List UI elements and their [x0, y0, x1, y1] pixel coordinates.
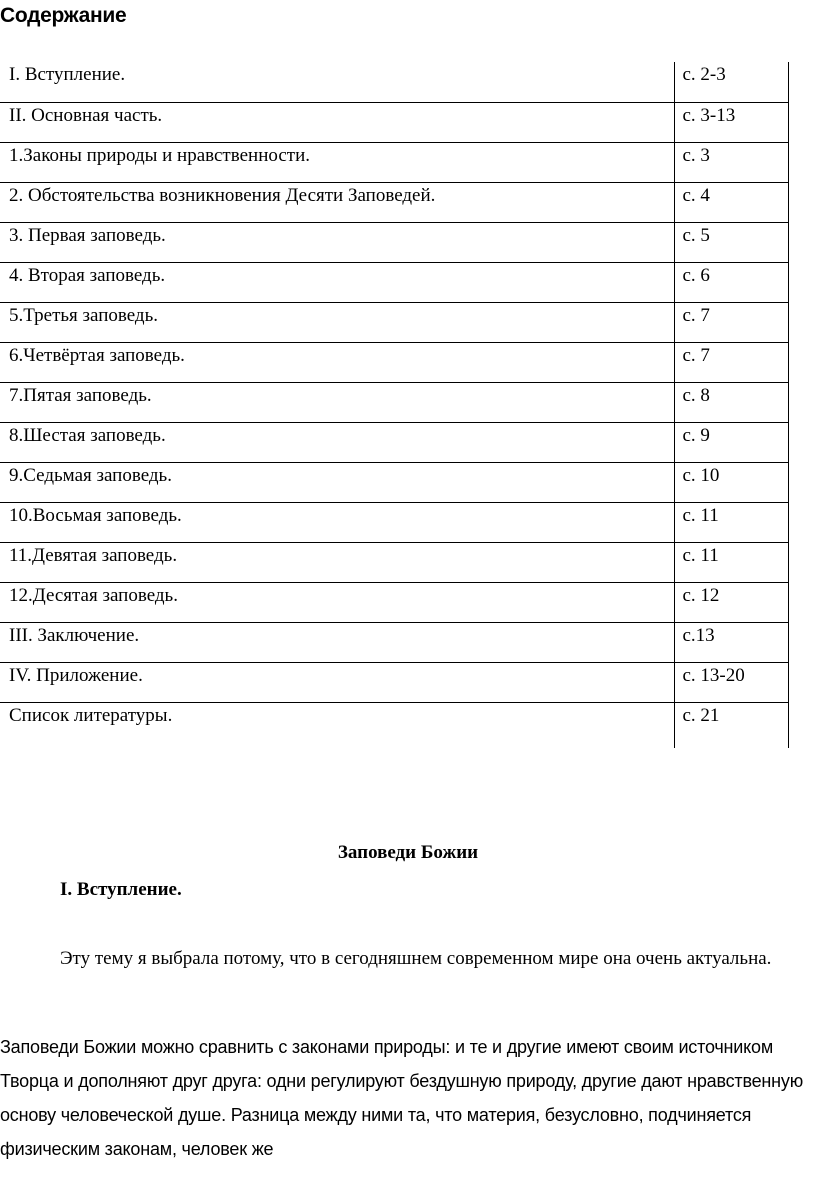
- contents-row-page: с. 2-3: [674, 62, 788, 102]
- contents-row: [0, 382, 788, 422]
- contents-row-page: с. 5: [674, 222, 788, 262]
- contents-title: Содержание: [0, 4, 127, 27]
- contents-row-page: с. 8: [674, 382, 788, 422]
- contents-row-page: с. 6: [674, 262, 788, 302]
- contents-row: [0, 102, 788, 142]
- contents-row: [0, 62, 788, 102]
- contents-row-page: с. 3: [674, 142, 788, 182]
- contents-row: [0, 542, 788, 582]
- contents-table: [0, 62, 789, 748]
- contents-row: [0, 582, 788, 622]
- contents-row-title: 7.Пятая заповедь.: [0, 382, 674, 422]
- contents-row-page: с. 10: [674, 462, 788, 502]
- contents-row-title: I. Вступление.: [0, 62, 674, 102]
- contents-row: [0, 502, 788, 542]
- contents-row-page: с. 3-13: [674, 102, 788, 142]
- contents-row-title: II. Основная часть.: [0, 102, 674, 142]
- intro-paragraph: Эту тему я выбрала потому, что в сегодняшнем современном мире она очень актуальна.: [60, 948, 772, 969]
- contents-row-title: 11.Девятая заповедь.: [0, 542, 674, 582]
- contents-row-title: 8.Шестая заповедь.: [0, 422, 674, 462]
- contents-row: [0, 422, 788, 462]
- contents-row-title: 6.Четвёртая заповедь.: [0, 342, 674, 382]
- contents-row-page: с. 11: [674, 502, 788, 542]
- contents-row-page: с. 7: [674, 302, 788, 342]
- contents-row: [0, 262, 788, 302]
- contents-row: [0, 182, 788, 222]
- contents-row-title: III. Заключение.: [0, 622, 674, 662]
- contents-row-page: с.13: [674, 622, 788, 662]
- contents-row-title: 12.Десятая заповедь.: [0, 582, 674, 622]
- contents-row: [0, 142, 788, 182]
- contents-row: [0, 662, 788, 702]
- contents-row-page: с. 12: [674, 582, 788, 622]
- body-paragraph: Заповеди Божии можно сравнить с законами природы: и те и другие имеют своим источником Творца и дополняют друг друга: одни регулируют бездушную природу, другие дают нравственную основу человеческой душе. Разница между ними та, что материя, безусловно, подчиняется физическим законам, человек же: [0, 1037, 804, 1159]
- contents-row-page: с. 21: [674, 702, 788, 748]
- contents-row-title: IV. Приложение.: [0, 662, 674, 702]
- contents-row-title: Список литературы.: [0, 702, 674, 748]
- contents-row-page: с. 11: [674, 542, 788, 582]
- contents-row-page: с. 9: [674, 422, 788, 462]
- contents-row: [0, 302, 788, 342]
- contents-row-page: с. 13-20: [674, 662, 788, 702]
- contents-row-title: 9.Седьмая заповедь.: [0, 462, 674, 502]
- contents-row: [0, 462, 788, 502]
- contents-row-title: 5.Третья заповедь.: [0, 302, 674, 342]
- contents-row-title: 2. Обстоятельства возникновения Десяти Заповедей.: [0, 182, 674, 222]
- contents-row-page: с. 4: [674, 182, 788, 222]
- contents-row-title: 3. Первая заповедь.: [0, 222, 674, 262]
- contents-row: [0, 342, 788, 382]
- contents-table-body: [0, 62, 788, 748]
- contents-row-title: 10.Восьмая заповедь.: [0, 502, 674, 542]
- contents-row-title: 1.Законы природы и нравственности.: [0, 142, 674, 182]
- section-heading: I. Вступление.: [60, 879, 182, 900]
- contents-row-page: с. 7: [674, 342, 788, 382]
- document-title: Заповеди Божии: [337, 842, 479, 863]
- contents-row: [0, 622, 788, 662]
- contents-row: [0, 222, 788, 262]
- contents-row-title: 4. Вторая заповедь.: [0, 262, 674, 302]
- contents-row: [0, 702, 788, 748]
